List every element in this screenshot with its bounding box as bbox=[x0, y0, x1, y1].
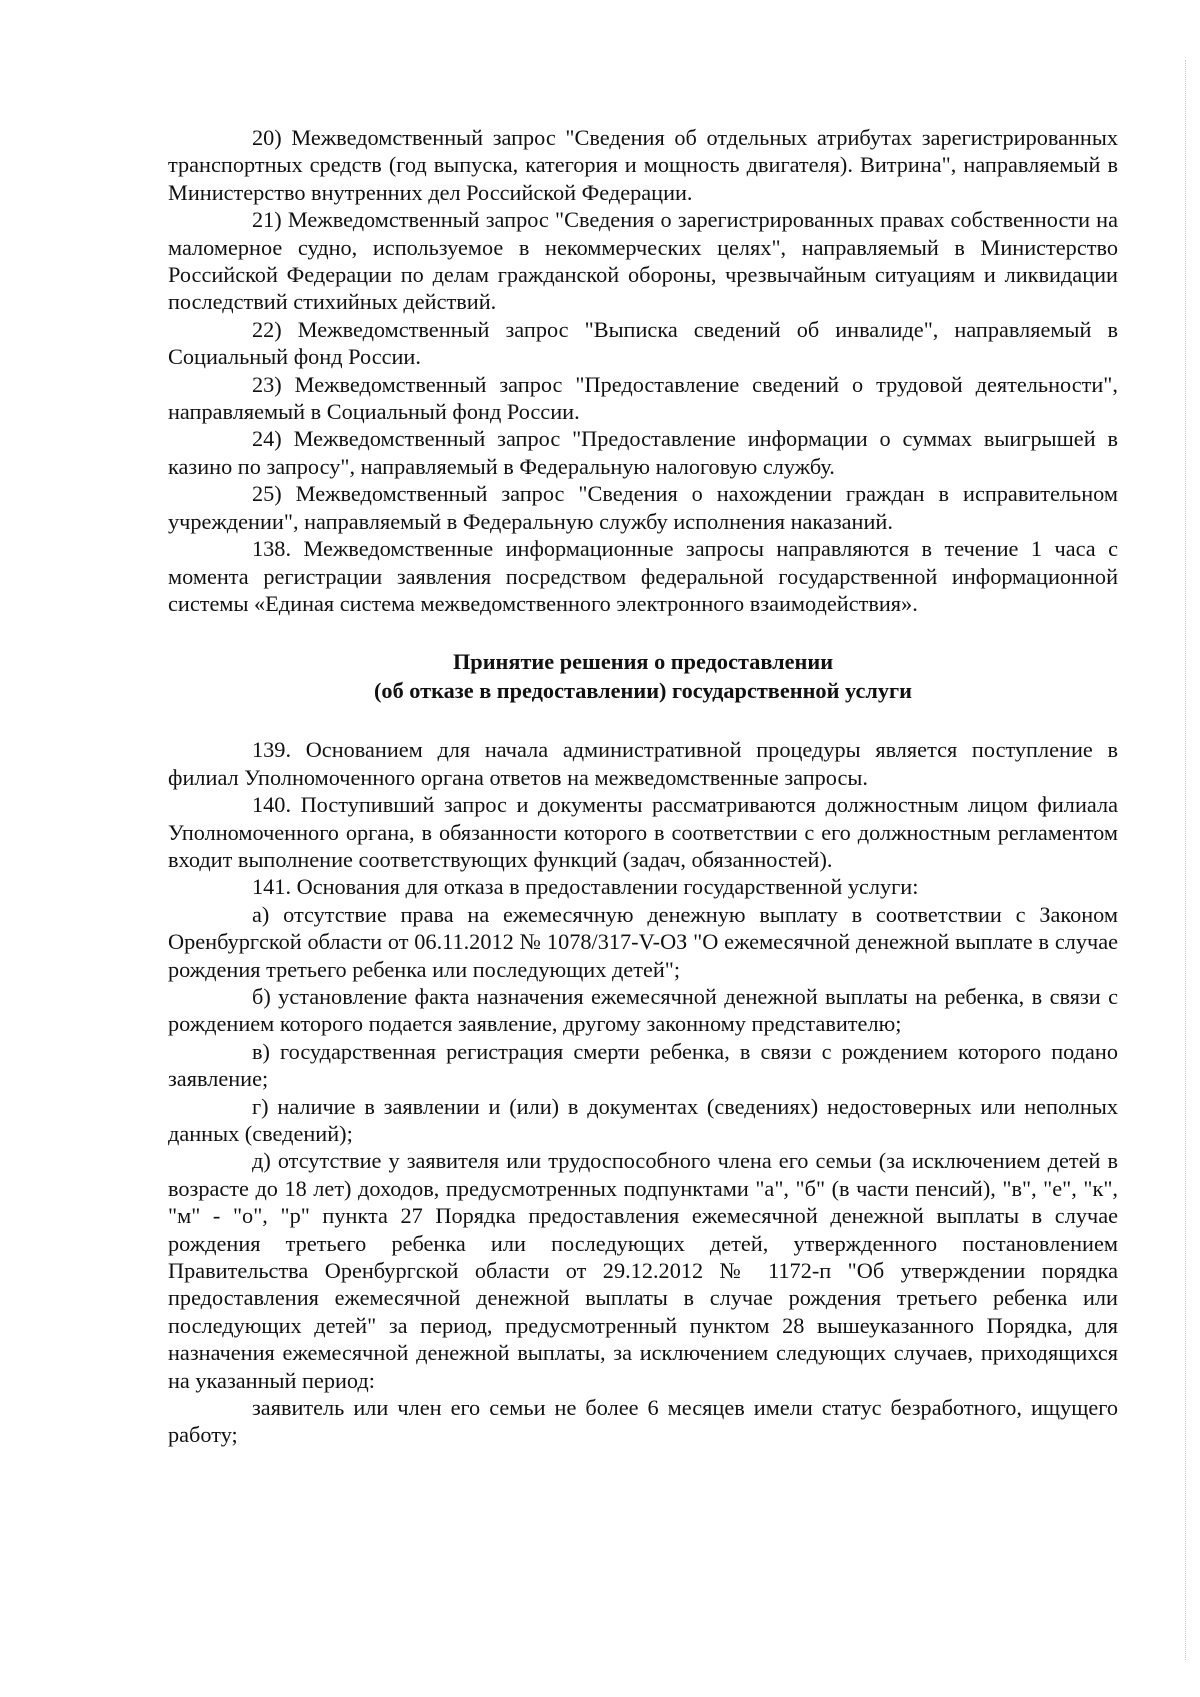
paragraph-141-b: б) установление факта назначения ежемесячной денежной выплаты на ребенка, в связи с рождением которого подается заявление, другому законному представителю; bbox=[168, 983, 1118, 1037]
paragraph-141-d: д) отсутствие у заявителя или трудоспособного члена его семьи (за исключением детей в возрасте до 18 лет) доходов, предусмотренных подпунктами "а", "б" (в части пенсий), "в", "е", "к", "м" - "о", "р" пункта 27 Порядка предоставления ежемесячной денежной выплаты в случае рождения третьего ребенка или последующих детей, утвержденного постановлением Правительства Оренбургской области от 29.12.2012 № 1172-п "Об утверждении порядка предоставления ежемесячной денежной выплаты в случае рождения третьего ребенка или последующих детей" за период, предусмотренный пунктом 28 вышеуказанного Порядка, для назначения ежемесячной денежной выплаты, за исключением следующих случаев, приходящихся на указанный период: bbox=[168, 1148, 1118, 1393]
section-heading bbox=[168, 647, 1118, 705]
document-page bbox=[168, 124, 1118, 1449]
paragraph-item-25: 25) Межведомственный запрос "Сведения о нахождении граждан в исправительном учреждении", направляемый в Федеральную службу исполнения наказаний. bbox=[168, 481, 1118, 534]
paragraph-item-21: 21) Межведомственный запрос "Сведения о зарегистрированных правах собственности на маломерное судно, используемое в некоммерческих целях", направляемый в Министерство Российской Федерации по делам гражданской обороны, чрезвычайным ситуациям и ликвидации последствий стихийных действий. bbox=[168, 207, 1118, 315]
scan-edge-line bbox=[1185, 60, 1186, 1660]
paragraph-138: 138. Межведомственные информационные запросы направляются в течение 1 часа с момента регистрации заявления посредством федеральной государственной информационной системы «Единая система межведомственного электронного взаимодействия». bbox=[168, 536, 1118, 616]
paragraph-item-24: 24) Межведомственный запрос "Предоставление информации о суммах выигрышей в казино по запросу", направляемый в Федеральную налоговую службу. bbox=[168, 426, 1118, 479]
paragraph-141: 141. Основания для отказа в предоставлении государственной услуги: bbox=[252, 874, 919, 900]
section-heading-line-1: Принятие решения о предоставлении bbox=[452, 649, 834, 675]
paragraph-item-20: 20) Межведомственный запрос "Сведения об отдельных атрибутах зарегистрированных транспортных средств (год выпуска, категория и мощность двигателя). Витрина", направляемый в Министерство внутренних дел Российской Федерации. bbox=[168, 125, 1118, 205]
paragraph-exception-case: заявитель или член его семьи не более 6 месяцев имели статус безработного, ищущего работу; bbox=[168, 1395, 1118, 1448]
paragraph-item-23: 23) Межведомственный запрос "Предоставление сведений о трудовой деятельности", направляемый в Социальный фонд России. bbox=[168, 371, 1118, 425]
section-heading-line-2: (об отказе в предоставлении) государственной услуги bbox=[374, 678, 912, 704]
paragraph-141-v: в) государственная регистрация смерти ребенка, в связи с рождением которого подано заявление; bbox=[168, 1038, 1118, 1092]
paragraph-141-a: а) отсутствие права на ежемесячную денежную выплату в соответствии с Законом Оренбургской области от 06.11.2012 № 1078/317-V-ОЗ "О ежемесячной денежной выплате в случае рождения третьего ребенка или последующих детей"; bbox=[168, 901, 1118, 982]
paragraph-141-g: г) наличие в заявлении и (или) в документах (сведениях) недостоверных или неполных данных (сведений); bbox=[168, 1093, 1118, 1146]
paragraph-139: 139. Основанием для начала административной процедуры является поступление в филиал Уполномоченного органа ответов на межведомственные запросы. bbox=[168, 737, 1118, 790]
paragraph-140: 140. Поступивший запрос и документы рассматриваются должностным лицом филиала Уполномоченного органа, в обязанности которого в соответствии с его должностным регламентом входит выполнение соответствующих функций (задач, обязанностей). bbox=[168, 792, 1118, 872]
paragraph-item-22: 22) Межведомственный запрос "Выписка сведений об инвалиде", направляемый в Социальный фонд России. bbox=[168, 316, 1118, 370]
